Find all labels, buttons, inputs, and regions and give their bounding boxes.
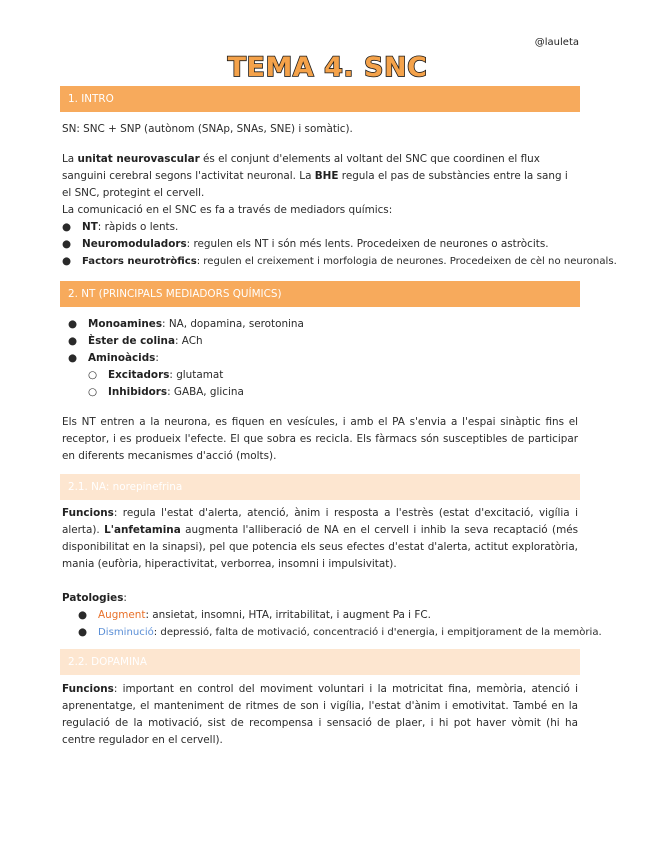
- intro-paragraph-3: La comunicació en el SNC es fa a través de mediadors químics:: [62, 204, 393, 216]
- augment-label: Augment: [98, 609, 146, 621]
- bullet-icon: ●: [62, 221, 72, 233]
- circle-bullet-icon: ○: [88, 369, 98, 381]
- page-title: TEMA 4. SNC: [227, 52, 428, 83]
- bullet-icon: ●: [78, 626, 88, 638]
- bullet-icon: ●: [62, 255, 72, 267]
- circle-bullet-icon: ○: [88, 386, 98, 398]
- nt-paragraph: Els NT entren a la neurona, es fiquen en vesícules, i amb el PA s'envia a l'espai sinàptic fins el receptor, i es produeix l'efecte. El que sobra es recicla. Els fàrmacs són susceptibles de participar en diferents mecanismes d'acció (molts).: [62, 416, 578, 462]
- na-pathologies-label: Patologies:: [62, 592, 127, 604]
- section-heading-dopamina: 2.2. DOPAMINA: [60, 649, 580, 675]
- author-handle: @lauleta: [534, 37, 579, 48]
- bullet-icon: ●: [78, 609, 88, 621]
- section-heading-na: 2.1. NA: norepinefrina: [60, 474, 580, 500]
- intro-paragraph-2: La unitat neurovascular és el conjunt d'elements al voltant del SNC que coordinen el flux sanguini cerebral segons l'activitat neuronal. La BHE regula el pas de substàncies entre la sang i el SNC, protegint el cervell.: [62, 153, 568, 199]
- na-functions: Funcions: regula l'estat d'alerta, atenció, ànim i resposta a l'estrès (estat d'excitació, vigília i alerta). L'anfetamina augmenta l'alliberació de NA en el cervell i inhib la seva recaptació (més disponibilitat en la sinapsi), pel que potencia els seus efectes d'estat d'alerta, actitut exploratòria, mania (eufòria, hiperactivitat, verborrea, insomni i impulsivitat).: [62, 507, 578, 570]
- bullet-icon: ●: [62, 238, 72, 250]
- intro-paragraph-1: SN: SNC + SNP (autònom (SNAp, SNAs, SNE) i somàtic).: [62, 123, 353, 135]
- bullet-icon: ●: [68, 318, 78, 330]
- disminucio-label: Disminució: [98, 627, 154, 638]
- section-heading-nt: 2. NT (PRINCIPALS MEDIADORS QUÍMICS): [60, 281, 580, 307]
- term-unitat-neurovascular: unitat neurovascular: [77, 153, 200, 165]
- term-bhe: BHE: [314, 170, 339, 182]
- bullet-icon: ●: [68, 352, 78, 364]
- dopamina-functions: Funcions: important en control del moviment voluntari i la motricitat fina, memòria, atenció i aprenentatge, el manteniment de ritmes de son i vigília, l'estat d'ànim i emotivitat. També en la regulació de la motivació, sist de recompensa i sensació de plaer, i hi pot haver vòmit (hi ha centre regulador en el cervell).: [62, 683, 578, 746]
- bullet-icon: ●: [68, 335, 78, 347]
- section-heading-intro: 1. INTRO: [60, 86, 580, 112]
